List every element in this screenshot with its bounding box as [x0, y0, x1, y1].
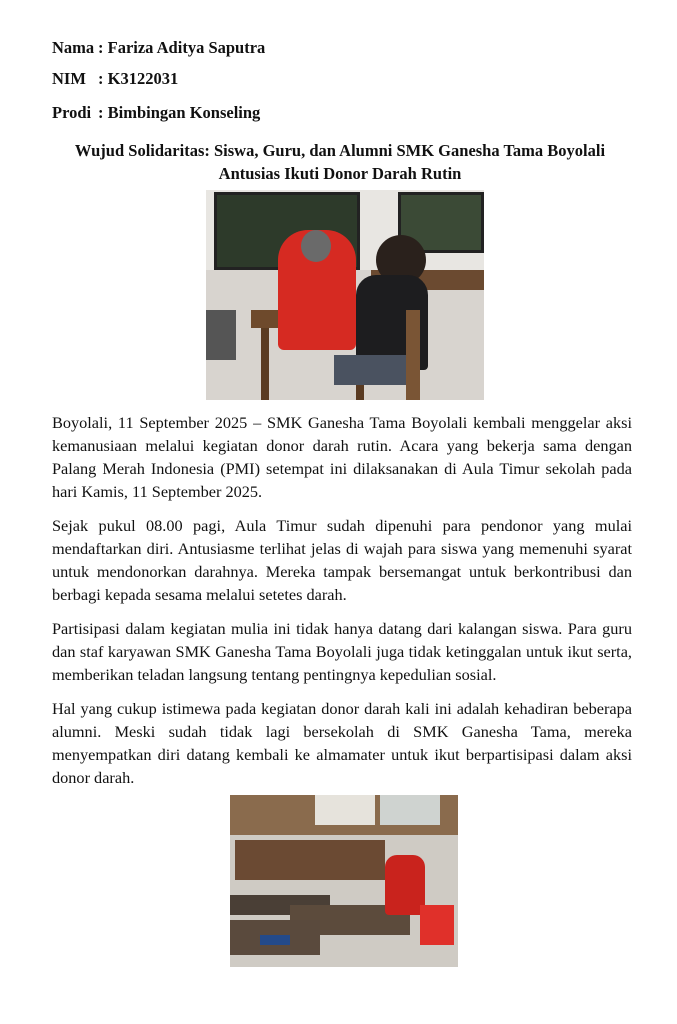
nim-line [52, 69, 178, 89]
photo-donor-registration [206, 190, 484, 400]
nim-label: NIM [52, 69, 86, 88]
paragraph-4: Hal yang cukup istimewa pada kegiatan donor darah kali ini adalah kehadiran beberapa alumni. Meski sudah tidak lagi bersekolah di SMK Ganesha Tama, mereka menyempatkan diri datang kembali ke almamater untuk ikut berpartisipasi dalam aksi donor darah. [52, 699, 632, 787]
name-value: : Fariza Aditya Saputra [98, 38, 266, 57]
title-line-2: Antusias Ikuti Donor Darah Rutin [218, 164, 462, 183]
prodi-value: : Bimbingan Konseling [98, 103, 261, 122]
name-line [52, 38, 265, 58]
name-label: Nama [52, 38, 95, 57]
paragraph-2: Sejak pukul 08.00 pagi, Aula Timur sudah dipenuhi para pendonor yang mulai mendaftarkan diri. Antusiasme terlihat jelas di wajah para siswa yang memenuhi syarat untuk mendonorkan darahnya. Mereka tampak bersemangat untuk berkontribusi dan berbagi kepada sesama melalui setetes darah. [52, 516, 632, 604]
prodi-line [52, 103, 260, 123]
nim-value: : K3122031 [98, 69, 179, 88]
paragraph-1: Boyolali, 11 September 2025 – SMK Ganesha Tama Boyolali kembali menggelar aksi kemanusiaan melalui kegiatan donor darah rutin. Acara yang bekerja sama dengan Palang Merah Indonesia (PMI) setempat ini dilaksanakan di Aula Timur sekolah pada hari Kamis, 11 September 2025. [52, 413, 632, 501]
paragraph-3: Partisipasi dalam kegiatan mulia ini tidak hanya datang dari kalangan siswa. Para guru dan staf karyawan SMK Ganesha Tama Boyolali juga tidak ketinggalan untuk ikut serta, memberikan teladan langsung tentang pentingnya kepedulian sosial. [52, 619, 632, 684]
article-title [40, 139, 640, 185]
title-line-1: Wujud Solidaritas: Siswa, Guru, dan Alumni SMK Ganesha Tama Boyolali [74, 141, 606, 160]
photo-donation-hall [230, 795, 458, 967]
prodi-label: Prodi [52, 103, 92, 122]
